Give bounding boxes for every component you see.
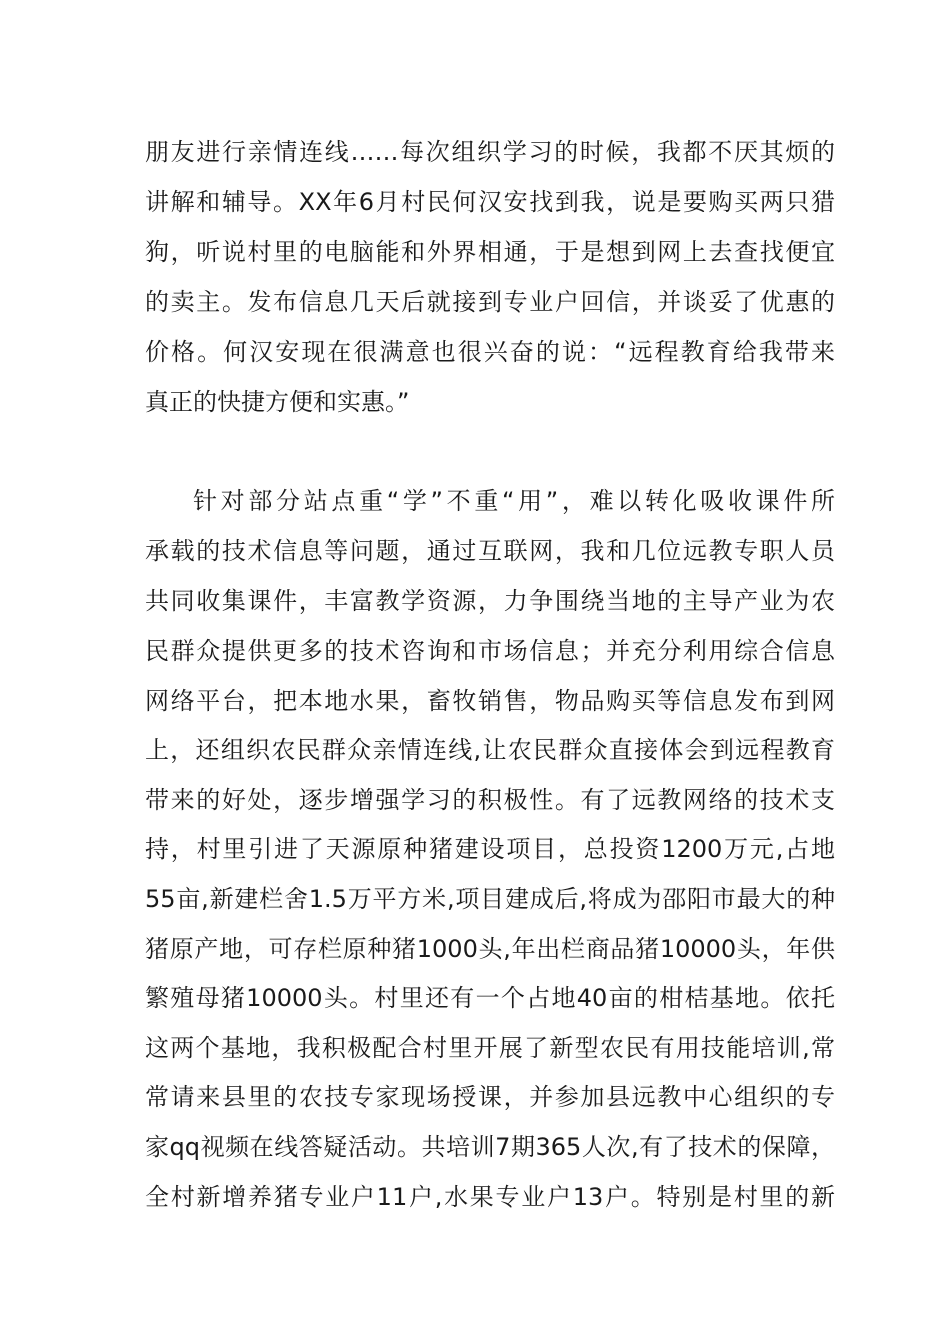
paragraph-2-line-12: 这两个基地，我积极配合村里开展了新型农民有用技能培训,常	[145, 1034, 835, 1062]
paragraph-2-line-15: 全村新增养猪专业户11户,水果专业户13户。特别是村里的新	[145, 1183, 835, 1211]
paragraph-1-line-2: 讲解和辅导。XX年6月村民何汉安找到我，说是要购买两只猎	[145, 188, 835, 216]
paragraph-2-line-5: 网络平台，把本地水果，畜牧销售，物品购买等信息发布到网	[145, 687, 835, 715]
paragraph-2-line-9: 55亩,新建栏舍1.5万平方米,项目建成后,将成为邵阳市最大的种	[145, 885, 835, 913]
paragraph-2-line-3: 共同收集课件，丰富教学资源，力争围绕当地的主导产业为农	[145, 587, 835, 615]
paragraph-2-line-11: 繁殖母猪10000头。村里还有一个占地40亩的柑桔基地。依托	[145, 984, 835, 1012]
paragraph-2-line-2: 承载的技术信息等问题，通过互联网，我和几位远教专职人员	[145, 537, 835, 565]
paragraph-2-line-1: 针对部分站点重“学”不重“用”，难以转化吸收课件所	[193, 487, 835, 515]
paragraph-1-line-6: 真正的快捷方便和实惠。”	[145, 388, 410, 416]
paragraph-1-line-4: 的卖主。发布信息几天后就接到专业户回信，并谈妥了优惠的	[145, 288, 835, 316]
paragraph-2-line-13: 常请来县里的农技专家现场授课，并参加县远教中心组织的专	[145, 1083, 835, 1111]
paragraph-2-line-14: 家qq视频在线答疑活动。共培训7期365人次,有了技术的保障，	[145, 1133, 835, 1161]
paragraph-1-line-1: 朋友进行亲情连线……每次组织学习的时候，我都不厌其烦的	[145, 138, 835, 166]
paragraph-1-line-3: 狗，听说村里的电脑能和外界相通，于是想到网上去查找便宜	[145, 238, 835, 266]
paragraph-2-line-10: 猪原产地，可存栏原种猪1000头,年出栏商品猪10000头，年供	[145, 935, 835, 963]
paragraph-2-line-8: 持，村里引进了天源原种猪建设项目，总投资1200万元,占地	[145, 835, 835, 863]
paragraph-2-line-6: 上，还组织农民群众亲情连线,让农民群众直接体会到远程教育	[145, 736, 835, 764]
paragraph-2-line-7: 带来的好处，逐步增强学习的积极性。有了远教网络的技术支	[145, 786, 835, 814]
paragraph-1-line-5: 价格。何汉安现在很满意也很兴奋的说：“远程教育给我带来	[145, 338, 835, 366]
paragraph-2-line-4: 民群众提供更多的技术咨询和市场信息；并充分利用综合信息	[145, 637, 835, 665]
